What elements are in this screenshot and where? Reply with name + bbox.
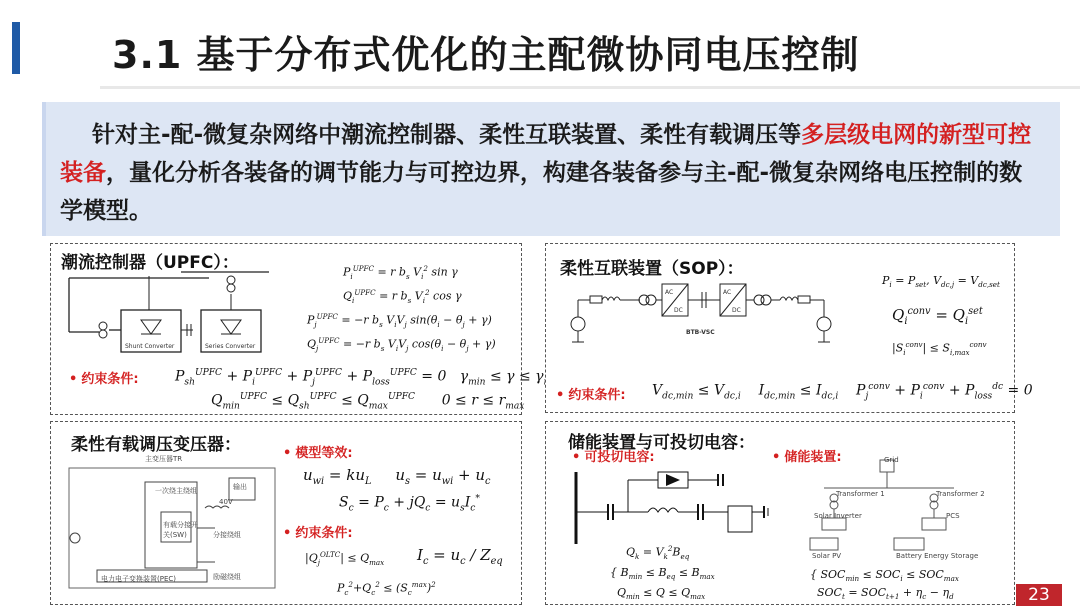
title-divider xyxy=(100,86,1080,89)
upfc-title: 潮流控制器（UPFC）： xyxy=(61,253,239,273)
series-converter-label: Series Converter xyxy=(205,343,256,350)
oltc-model-label: • 模型等效: xyxy=(283,446,353,461)
sop-panel: 柔性互联装置（SOP）： AC DC AC DC BTB-VSC $P_i = P_{set}$, $V_{dc,j} = V_{dc,set}$ $Q_i^{conv} = Q_i^{set}$ $|S_i^{conv}| \le S_{i,max}^{conv}$ • 约束条件: $V_{dc,min} \le V_{dc,i}$ $I_{dc,min} \le I_{dc,i}$ $P_j^{conv} + P_i^{conv} + P_{loss}^{dc} = 0$ xyxy=(545,243,1015,413)
upfc-panel: 潮流控制器（UPFC）： Shunt Converter Series Converter $P_i^{UPFC} = r$ $b_s$ $V_i^2$ sin γ $Q_i^{UPFC} = r$ $b_s$ $V_i^2$ cos γ $P_j^{UPFC} = -r$ $b_s$ $V_iV_j$ $\sin(\theta_i - \theta_j + \gamma)$ $Q_j^{UPFC} = -r$ $b_s$ $V_iV_j$ $\cos(\theta_i - \theta_j + \gamma)$ • 约束条件: $P_{sh}^{UPFC} + P_i^{UPFC} + P_j^{UPFC} + P_{loss}^{UPFC} = 0$ $\gamma_{min} \le \gamma \le \gamma$ $Q_{min}^{UPFC} \le Q_{sh}^{UPFC} \le Q_{max}^{UPFC}$ $0 \le r \le r_{max}$ xyxy=(50,243,522,415)
svg-text:DC: DC xyxy=(674,307,683,314)
oltc-title: 柔性有载调压变压器： xyxy=(71,435,241,455)
sop-title: 柔性互联装置（SOP）： xyxy=(560,259,744,279)
intro-part1: 针对主-配-微复杂网络中潮流控制器、柔性互联装置、柔性有载调压等 xyxy=(92,122,802,148)
capacitor-label: • 可投切电容: xyxy=(572,450,655,465)
storage-title: 储能装置与可投切电容： xyxy=(568,433,755,453)
intro-paragraph xyxy=(42,102,1060,236)
title-accent-bar xyxy=(12,22,20,74)
oltc-constraint-label: • 约束条件: xyxy=(283,526,353,541)
sop-constraint-label: • 约束条件: xyxy=(556,388,626,403)
capacitor-circuit-diagram xyxy=(568,466,778,546)
storage-system-diagram xyxy=(794,458,1004,558)
intro-highlight: 多层级电网的新型可控装备 xyxy=(60,122,1032,186)
upfc-circuit-diagram xyxy=(69,268,269,358)
upfc-constraint-label: • 约束条件: xyxy=(69,372,139,387)
sop-circuit-diagram xyxy=(570,282,840,362)
svg-text:AC: AC xyxy=(665,289,674,296)
svg-text:AC: AC xyxy=(723,289,732,296)
page-title: 3.1 基于分布式优化的主配微协同电压控制 xyxy=(112,33,860,77)
page-number-badge: 23 xyxy=(1016,584,1062,606)
storage-panel: 储能装置与可投切电容： • 可投切电容: • 储能装置: $Q_k = V_k^2B_{eq}$ { $B_{min} \le B_{eq} \le B_{max}$ $Q_{min} \le Q \le Q_{max}$ Grid Transformer 1 Transformer 2 Solar Inverter PCS Solar PV Battery Energy Storage { $SOC_{min} \le SOC_i \le SOC_{max}$ $SOC_t = SOC_{t+1} + \eta_c - \eta_d$ xyxy=(545,421,1015,605)
btb-vsc-label: BTB-VSC xyxy=(686,329,715,336)
shunt-converter-label: Shunt Converter xyxy=(125,343,175,350)
svg-text:DC: DC xyxy=(732,307,741,314)
storage-label: • 储能装置: xyxy=(772,450,842,465)
intro-part2: ，量化分析各装备的调节能力与可控边界，构建各装备参与主-配-微复杂网络电压控制的数学模型。 xyxy=(60,160,1023,224)
oltc-panel: 柔性有载调压变压器： 主变压器TR 一次绕主绕组 有载分接开关(SW) 分接绕组 励磁绕组 电力电子变换装置(PEC) 输出 40V • 模型等效: $u_{wi} = ku_L$ $u_s = u_{wi} + u_c$ $S_c = P_c + jQ_c = u_sI_c^*$ • 约束条件: $|Q_j^{OLTC}| \le Q_{max}$ $I_c = u_c / Z_{eq}$ $P_c^2+Q_c^2 \le (S_c^{max})^2$ xyxy=(50,421,522,605)
